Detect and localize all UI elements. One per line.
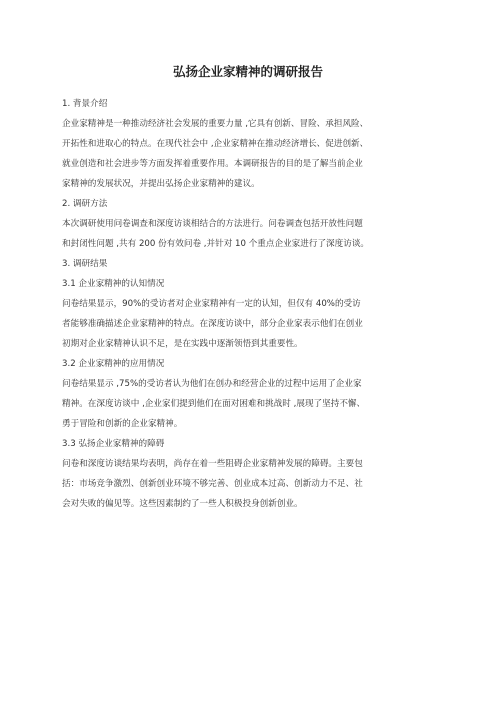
paragraph-line: 者能够准确描述企业家精神的特点。在深度访谈中，部分企业家表示他们在创业 bbox=[62, 319, 363, 329]
paragraph-line: 和封闭性问题 ,共有 200 份有效问卷 ,并针对 10 个重点企业家进行了深度访谈。 bbox=[62, 239, 370, 249]
paragraph-line: 问卷和深度访谈结果均表明，尚存在着一些阻碍企业家精神发展的障碍。主要包 bbox=[62, 459, 363, 469]
paragraph-line: 勇于冒险和创新的企业家精神。 bbox=[62, 419, 183, 429]
paragraph-line: 问卷结果显示，90%的受访者对企业家精神有一定的认知，但仅有 40%的受访 bbox=[62, 299, 361, 309]
document-title: 弘扬企业家精神的调研报告 bbox=[172, 64, 323, 79]
paragraph bbox=[62, 294, 434, 354]
paragraph-line: 企业家精神是一种推动经济社会发展的重要力量 ,它具有创新、冒险、承担风险、 bbox=[62, 119, 369, 129]
paragraph bbox=[62, 454, 434, 514]
section-heading: 3.1 企业家精神的认知情况 bbox=[62, 279, 165, 289]
paragraph-line: 会对失败的偏见等。这些因素制约了一些人积极投身创新创业。 bbox=[62, 499, 303, 509]
paragraph-line: 括：市场竞争激烈、创新创业环境不够完善、创业成本过高、创新动力不足、社 bbox=[62, 479, 363, 489]
section-heading: 2. 调研方法 bbox=[62, 199, 108, 209]
section-heading: 1. 背景介绍 bbox=[62, 99, 108, 109]
paragraph-line: 本次调研使用问卷调查和深度访谈相结合的方法进行。问卷调查包括开放性问题 bbox=[62, 219, 363, 229]
paragraph-line: 精神。在深度访谈中 ,企业家们提到他们在面对困难和挑战时 ,展现了坚持不懈、 bbox=[62, 399, 366, 409]
paragraph-line: 开拓性和进取心的特点。在现代社会中 ,企业家精神在推动经济增长、促进创新、 bbox=[62, 139, 369, 149]
document-body bbox=[62, 94, 434, 514]
section-heading: 3. 调研结果 bbox=[62, 259, 108, 269]
paragraph-line: 就业创造和社会进步等方面发挥着重要作用。本调研报告的目的是了解当前企业 bbox=[62, 159, 363, 169]
paragraph-line: 问卷结果显示 ,75%的受访者认为他们在创办和经营企业的过程中运用了企业家 bbox=[62, 379, 362, 389]
paragraph-line: 初期对企业家精神认识不足，是在实践中逐渐领悟到其重要性。 bbox=[62, 339, 303, 349]
paragraph-line: 家精神的发展状况，并提出弘扬企业家精神的建议。 bbox=[62, 179, 260, 189]
section-heading: 3.3 弘扬企业家精神的障碍 bbox=[62, 439, 165, 449]
paragraph bbox=[62, 214, 434, 254]
section-heading: 3.2 企业家精神的应用情况 bbox=[62, 359, 165, 369]
paragraph bbox=[62, 114, 434, 194]
paragraph bbox=[62, 374, 434, 434]
